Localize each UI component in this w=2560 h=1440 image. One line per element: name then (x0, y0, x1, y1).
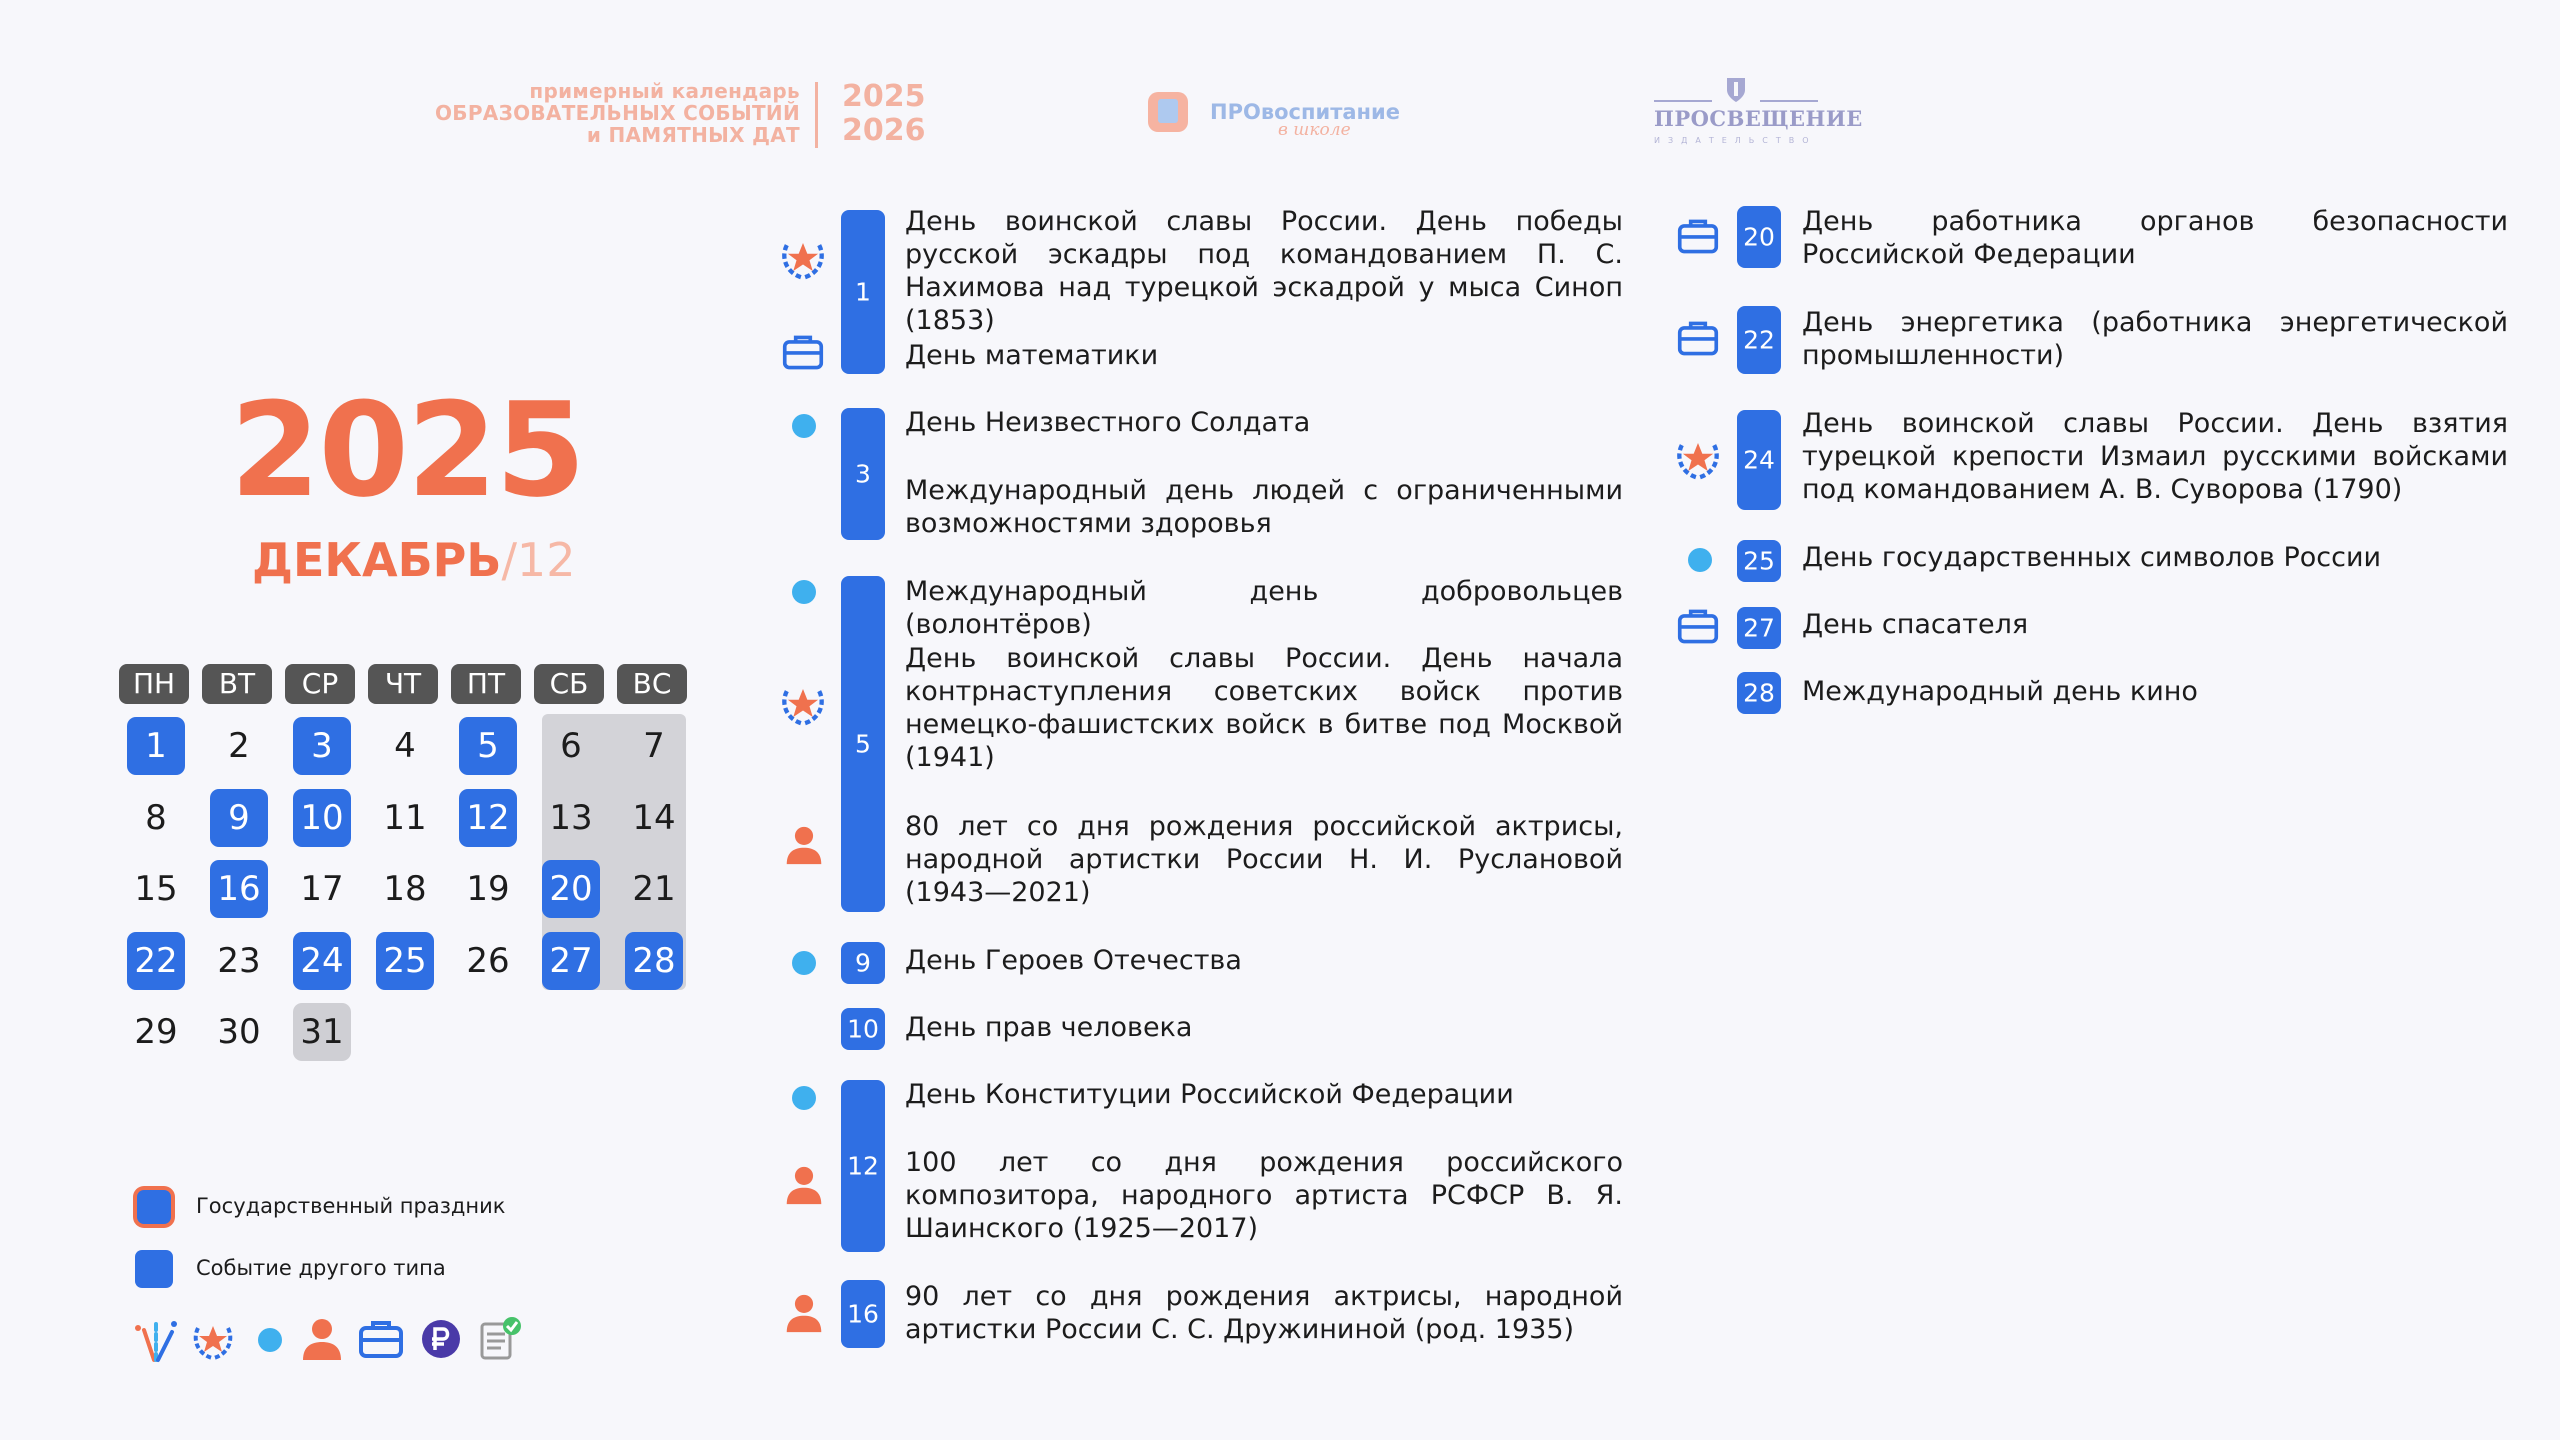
provospitanie-logo (1148, 92, 1408, 142)
calendar-day-10: 10 (293, 789, 351, 847)
date-bar-3: 3 (841, 408, 885, 540)
provospitanie-logo-title: ПРОвоспитание (1210, 100, 1401, 124)
event-12-constitution-day: День Конституции Российской Федерации (905, 1079, 1514, 1110)
calendar-day-23: 23 (217, 940, 261, 981)
event-10-human-rights-day: День прав человека (905, 1012, 1193, 1043)
legend-state-holiday-swatch (137, 1190, 171, 1224)
calendar-day-16: 16 (210, 860, 268, 918)
date-bar-12: 12 (841, 1080, 885, 1252)
event-1-mathematics-day: День математики (905, 340, 1159, 371)
date-bar-5: 5 (841, 576, 885, 912)
calendar-title-block (430, 80, 800, 146)
document-check-icon (476, 1314, 524, 1362)
calendar-day-22: 22 (127, 932, 185, 990)
calendar-day-9: 9 (210, 789, 268, 847)
calendar-day-24: 24 (293, 932, 351, 990)
calendar-day-28: 28 (625, 932, 683, 990)
briefcase-icon (358, 1318, 404, 1360)
person-icon (784, 1292, 824, 1334)
date-bar-22: 22 (1737, 306, 1781, 374)
weekday-fri: ПТ (451, 664, 521, 704)
academic-years (842, 80, 926, 148)
ruble-icon (420, 1318, 462, 1360)
calendar-day-17: 17 (300, 869, 344, 909)
event-3-disabilities-day: Международный день людей с ограниченными возможностями здоровья (905, 475, 1623, 539)
big-year: 2025 (230, 374, 584, 526)
dot-icon (258, 1328, 282, 1352)
provospitanie-logo-icon (1148, 92, 1188, 132)
title-line-2: ОБРАЗОВАТЕЛЬНЫХ СОБЫТИЙ (435, 101, 800, 125)
year-end: 2026 (842, 113, 926, 148)
calendar-day-15: 15 (134, 869, 178, 909)
dot-icon (792, 1086, 816, 1110)
laurel-star-icon (188, 1314, 238, 1364)
year-start: 2025 (842, 79, 926, 114)
date-bar-10: 10 (841, 1008, 885, 1050)
calendar-day-1: 1 (127, 717, 185, 775)
title-line-3: и ПАМЯТНЫХ ДАТ (586, 123, 800, 147)
event-1-military-glory-sinop: День воинской славы России. День победы русской эскадры под командованием П. С. Нахимова над турецкой эскадрой у мыса Синоп (1853) (905, 206, 1623, 336)
date-bar-20: 20 (1737, 206, 1781, 268)
briefcase-icon (1677, 606, 1719, 646)
calendar-day-21: 21 (632, 869, 676, 909)
calendar-day-30: 30 (217, 1012, 261, 1052)
event-20-security-agencies: День работника органов безопасности Российской Федерации (1802, 206, 2508, 270)
fireworks-icon (130, 1314, 180, 1364)
calendar-day-7: 7 (643, 726, 665, 766)
calendar-day-11: 11 (383, 797, 427, 838)
event-28-cinema-day: Международный день кино (1802, 676, 2198, 707)
calendar-day-25: 25 (376, 932, 434, 990)
provospitanie-logo-sub: в школе (1278, 120, 1351, 140)
event-5-moscow-counteroffensive: День воинской славы России. День начала контрнаступления советских войск против немецко-фашистских войск в битве под Москвой (1941) (905, 643, 1623, 773)
date-bar-28: 28 (1737, 672, 1781, 714)
weekday-sun: ВС (617, 664, 687, 704)
event-27-rescuers-day: День спасателя (1802, 609, 2029, 640)
legend-other-event-label: Событие другого типа (196, 1256, 446, 1280)
calendar-day-29: 29 (134, 1012, 178, 1052)
prosveshchenie-rule-left (1654, 100, 1712, 102)
calendar-day-27: 27 (542, 932, 600, 990)
calendar-day-6: 6 (560, 726, 582, 766)
month-title (252, 533, 575, 587)
weekday-wed: СР (285, 664, 355, 704)
dot-icon (792, 951, 816, 975)
calendar-day-31: 31 (293, 1003, 351, 1061)
briefcase-icon (1677, 318, 1719, 358)
date-bar-27: 27 (1737, 607, 1781, 649)
date-bar-9: 9 (841, 942, 885, 984)
dot-icon (792, 580, 816, 604)
calendar-day-3: 3 (293, 717, 351, 775)
person-icon (300, 1316, 344, 1362)
event-24-izmail: День воинской славы России. День взятия турецкой крепости Измаил русскими войсками под командованием А. В. Суворова (1790) (1802, 408, 2508, 505)
person-icon (784, 824, 824, 866)
event-3-unknown-soldier: День Неизвестного Солдата (905, 407, 1311, 438)
calendar-day-4: 4 (394, 726, 416, 766)
calendar-day-12: 12 (459, 789, 517, 847)
weekday-mon: ПН (119, 664, 189, 704)
prosveshchenie-rule-right (1760, 100, 1818, 102)
event-5-volunteers-day: Международный день добровольцев (волонтёров) (905, 576, 1623, 640)
calendar-day-2: 2 (228, 726, 250, 766)
date-bar-1: 1 (841, 210, 885, 374)
laurel-star-icon (776, 676, 830, 730)
date-bar-24: 24 (1737, 410, 1781, 510)
calendar-day-20: 20 (542, 860, 600, 918)
legend-other-event-swatch (135, 1250, 173, 1288)
weekday-thu: ЧТ (368, 664, 438, 704)
event-12-shainsky: 100 лет со дня рождения российского композитора, народного артиста РСФСР В. Я. Шаинского (1925—2017) (905, 1147, 1623, 1244)
person-icon (784, 1164, 824, 1206)
event-9-heroes-of-fatherland: День Героев Отечества (905, 945, 1242, 976)
briefcase-icon (782, 332, 824, 372)
calendar-day-18: 18 (383, 869, 427, 909)
laurel-star-icon (1671, 430, 1725, 484)
weekday-header-row (119, 664, 699, 704)
calendar-day-13: 13 (549, 797, 593, 838)
date-bar-25: 25 (1737, 540, 1781, 582)
legend-icon-row (130, 1314, 530, 1366)
briefcase-icon (1677, 216, 1719, 256)
event-22-energy-workers: День энергетика (работника энергетической промышленности) (1802, 307, 2508, 371)
weekday-sat: СБ (534, 664, 604, 704)
legend-state-holiday-label: Государственный праздник (196, 1194, 506, 1218)
prosveshchenie-logo-sub: ИЗДАТЕЛЬСТВО (1654, 136, 1817, 145)
month-number: /12 (501, 533, 576, 587)
prosveshchenie-logo-title: ПРОСВЕЩЕНИЕ (1654, 106, 1863, 131)
event-5-ruslanova: 80 лет со дня рождения российской актрисы, народной артистки России Н. И. Руслановой (1943—2021) (905, 811, 1623, 908)
month-name: ДЕКАБРЬ (252, 533, 502, 587)
date-bar-16: 16 (841, 1280, 885, 1348)
title-line-1: примерный календарь (529, 79, 800, 103)
calendar-day-5: 5 (459, 717, 517, 775)
calendar-day-14: 14 (632, 797, 676, 838)
dot-icon (1688, 548, 1712, 572)
weekday-tue: ВТ (202, 664, 272, 704)
event-25-state-symbols: День государственных символов России (1802, 542, 2382, 573)
dot-icon (792, 414, 816, 438)
laurel-star-icon (776, 230, 830, 284)
calendar-day-8: 8 (145, 797, 167, 838)
title-divider (815, 82, 818, 148)
calendar-day-19: 19 (466, 869, 510, 909)
prosveshchenie-emblem-icon (1721, 74, 1751, 104)
calendar-day-26: 26 (466, 940, 510, 981)
prosveshchenie-logo (1650, 74, 1863, 150)
event-16-druzhinina: 90 лет со дня рождения актрисы, народной артистки России С. С. Дружининой (род. 1935) (905, 1281, 1623, 1345)
